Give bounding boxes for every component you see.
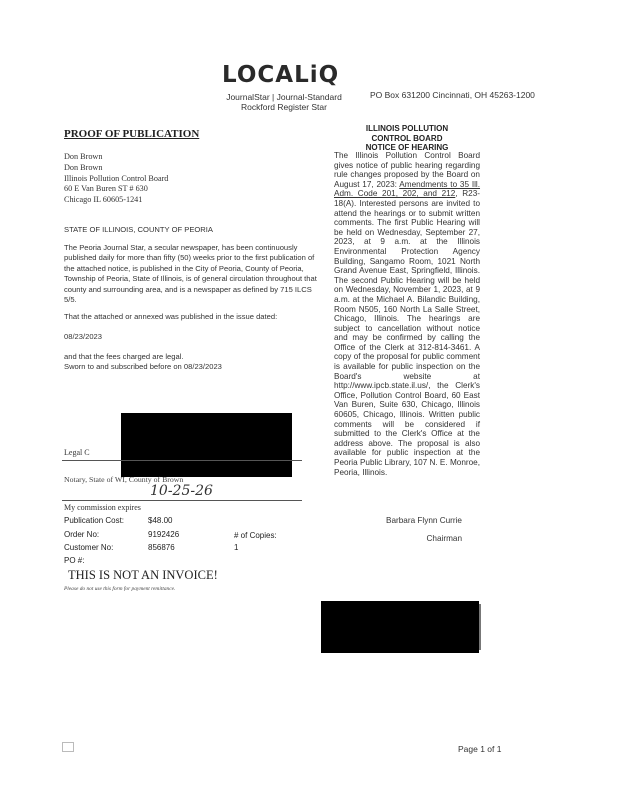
redaction-box (121, 413, 292, 477)
customer-number-label: Customer No: (64, 543, 114, 552)
notice-text: , R23-18(A). Interested persons are invited to attend the hearings or to submit written comments. The first Public Hearing will be held on Wednesday, September 27, 2023, at 9 a.m. at the Illinois Environmental Protection Agency Building, Sangamo Room, 1021 North Grand Avenue East, Springfield, Illinois. The second Public Hearing will be held on Wednesday, November 1, 2023, at 9 a.m. at the Michael A. Bilandic Building, Room N505, 160 North La Salle Street, Chicago, Illinois. The hearings are subject to cancellation without notice and may be confirmed by calling the Office of the Clerk at 312-814-3461. A copy of the proposal for public comment is available for public inspection on the Board's website at http://www.ipcb.state.il.us/, the Clerk's Office, Pollution Control Board, 60 East Van Buren, Suite 630, Chicago, Illinois 60605, Chicago, Illinois. Written public comments will be considered if submitted to the Clerk's Office at the address above. The proposal is also available for public inspection at the Peoria Public Library, 107 N. E. Monroe, Peoria, Illinois. (334, 189, 481, 477)
page-number: Page 1 of 1 (458, 744, 502, 754)
county-line: STATE OF ILLINOIS, COUNTY OF PEORIA (64, 225, 213, 234)
notice-body (334, 151, 480, 477)
recipient-address (64, 152, 168, 206)
notice-heading-line: CONTROL BOARD (371, 133, 443, 143)
copies-value: 1 (234, 543, 239, 552)
po-number-label: PO #: (64, 556, 85, 565)
recipient-line: Don Brown (64, 152, 103, 161)
customer-number-value: 856876 (148, 543, 175, 552)
notary-line: Notary, State of WI, County of Brown (64, 475, 184, 484)
copies-label: # of Copies: (234, 531, 277, 540)
divider (62, 460, 302, 461)
notice-heading-line: NOTICE OF HEARING (365, 143, 449, 152)
notice-amendment-link: Amendments to 35 Ill. Adm. Code 201, 202, and 212 (334, 179, 481, 199)
legal-clerk-label: Legal C (64, 448, 90, 457)
recipient-line: Don Brown (64, 162, 103, 172)
publisher-address: PO Box 631200 Cincinnati, OH 45263-1200 (370, 90, 535, 100)
notice-text: The Illinois Pollution Control Board gives notice of public hearing regarding rule changes proposed by the Board on August 17, 2023: (334, 151, 480, 189)
recipient-line: Illinois Pollution Control Board (64, 173, 169, 183)
papers-line-2: Rockford Register Star (241, 102, 327, 112)
issue-date: 08/23/2023 (64, 332, 103, 341)
sworn-line: Sworn to and subscribed before on 08/23/2023 (64, 362, 222, 371)
notice-heading-line: ILLINOIS POLLUTION (365, 124, 449, 133)
fees-line: and that the fees charged are legal. (64, 352, 184, 361)
scan-edge-mark (479, 604, 481, 650)
issue-line: That the attached or annexed was published in the issue dated: (64, 312, 278, 321)
publication-cost-label: Publication Cost: (64, 516, 125, 525)
notice-heading (334, 124, 480, 153)
localiq-logo: LOCALiQ (222, 62, 340, 88)
invoice-note: Please do not use this form for payment remittance. (64, 586, 176, 592)
notice-signer: Barbara Flynn Currie (386, 516, 462, 525)
not-an-invoice-warning: THIS IS NOT AN INVOICE! (68, 568, 218, 582)
order-number-label: Order No: (64, 530, 100, 539)
commission-line: My commission expires (64, 503, 141, 512)
handwritten-expiry-date: 10-25-26 (150, 483, 213, 499)
page-title: PROOF OF PUBLICATION (64, 128, 200, 140)
redaction-box (321, 601, 479, 653)
publication-cost-value: $48.00 (148, 516, 173, 525)
newspaper-names (218, 92, 350, 112)
divider (62, 500, 302, 501)
affidavit-text: The Peoria Journal Star, a secular newspaper, has been continuously published daily for more than fifty (50) weeks prior to the first publication of the attached notice, is published in the City of Peoria, County of Peoria, Township of Peoria, State of Illinois, is of general circulation throughout that county and surrounding area, and is a newspaper as defined by 715 ILCS 5/5. (64, 243, 317, 305)
document-icon (62, 742, 74, 752)
notice-signer-title: Chairman (426, 534, 462, 543)
order-number-value: 9192426 (148, 530, 180, 539)
papers-line-1: JournalStar | Journal-Standard (226, 92, 342, 102)
recipient-line: Chicago IL 60605-1241 (64, 195, 143, 205)
recipient-line: 60 E Van Buren ST # 630 (64, 184, 148, 194)
